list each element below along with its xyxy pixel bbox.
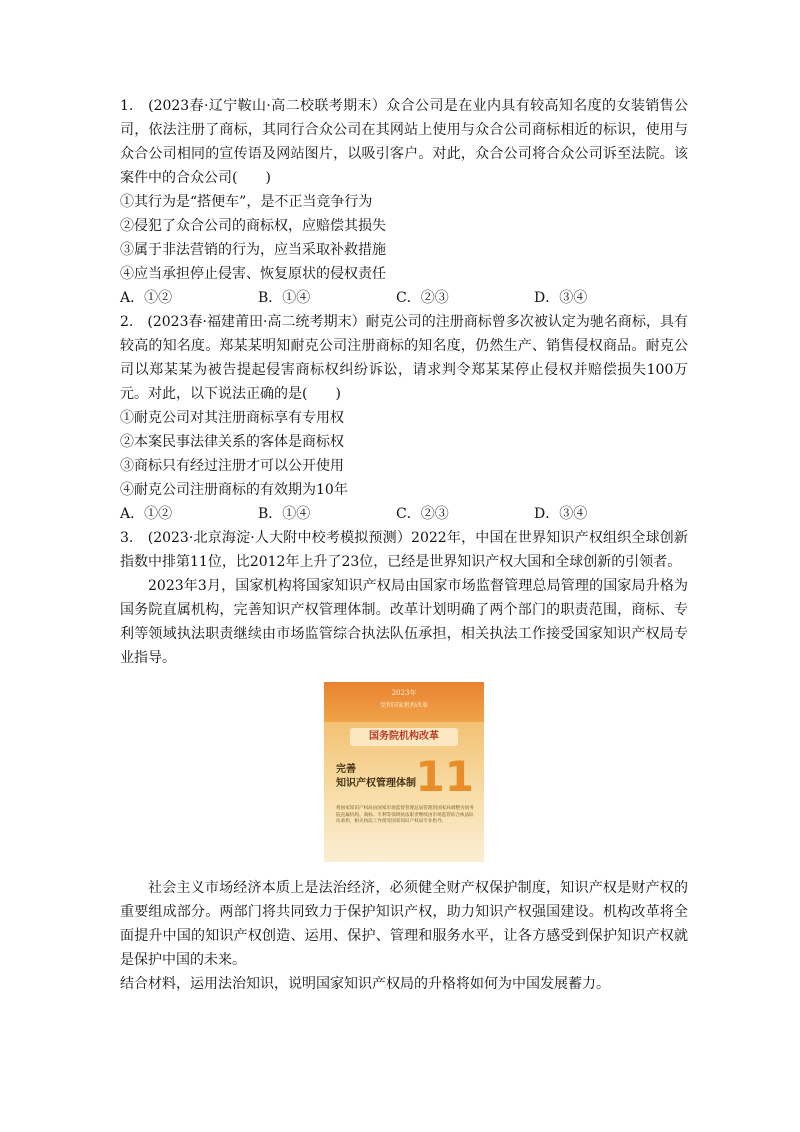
poster-title-line-2: 知识产权管理体制	[336, 778, 416, 789]
question-1-option-4: ④应当承担停止侵害、恢复原状的侵权责任	[120, 266, 386, 282]
question-2-option-2: ②本案民事法律关系的客体是商标权	[120, 434, 344, 450]
question-3-material-1: 2023年3月，国家机构将国家知识产权局由国家市场监督管理总局管理的国家局升格为国务院直属机构，完善知识产权管理体制。改革计划明确了两个部门的职责范围，商标、专利等领域执法职责继续由市场监管综合执法队伍承担，相关执法工作接受国家知识产权局专业指导。	[120, 578, 688, 666]
poster-banner: 国务院机构改革	[350, 728, 458, 746]
question-2-stem: 2. (2023春·福建莆田·高二统考期末）耐克公司的注册商标曾多次被认定为驰名商标，具有较高的知名度。郑某某明知耐克公司注册商标的知名度，仍然生产、销售侵权商品。耐克公司以郑某某为被告提起侵害商标权纠纷诉讼，请求判令郑某某停止侵权并赔偿损失100万元。对此，以下说法正确的是( )	[120, 314, 688, 402]
poster-subtitle: 党和国家机构改革	[379, 702, 428, 709]
question-1-option-1: ①其行为是“搭便车”，是不正当竞争行为	[120, 194, 373, 210]
document-content	[120, 94, 688, 996]
question-3-prompt: 结合材料，运用法治知识，说明国家知识产权局的升格将如何为中国发展蓄力。	[120, 976, 610, 992]
question-3-stem: 3. (2023·北京海淀·人大附中校考模拟预测）2022年，中国在世界知识产权组织全球创新指数中排第11位，比2012年上升了23位，已经是世界知识产权大国和全球创新的引领者。	[120, 530, 688, 570]
question-2-option-1: ①耐克公司对其注册商标享有专用权	[120, 410, 344, 426]
question-2-choice-d: D．③④	[534, 506, 588, 522]
question-2-choices	[120, 502, 688, 526]
poster-year: 2023年	[391, 689, 417, 697]
question-1-choices	[120, 286, 688, 310]
question-2-option-3: ③商标只有经过注册才可以公开使用	[120, 458, 344, 474]
question-1-stem: 1. (2023春·辽宁鞍山·高二校联考期末）众合公司是在业内具有较高知名度的女装销售公司，依法注册了商标，其同行合众公司在其网站上使用与众合公司商标相近的标识，使用与众合公司相同的宣传语及网站图片，以吸引客户。对此，众合公司将合众公司诉至法院。该案件中的合众公司( )	[120, 98, 688, 186]
question-1-option-3: ③属于非法营销的行为，应当采取补救措施	[120, 242, 386, 258]
question-2-choice-b: B．①④	[258, 506, 311, 522]
question-3-material-2: 社会主义市场经济本质上是法治经济，必须健全财产权保护制度，知识产权是财产权的重要组成部分。两部门将共同致力于保护知识产权，助力知识产权强国建设。机构改革将全面提升中国的知识产权创造、运用、保护、管理和服务水平，让各方感受到保护知识产权就是保护中国的未来。	[120, 880, 688, 968]
question-2-option-4: ④耐克公司注册商标的有效期为10年	[120, 482, 348, 498]
poster-figure	[120, 682, 688, 862]
question-1-choice-d: D．③④	[534, 290, 588, 306]
question-1-choice-b: B．①④	[258, 290, 311, 306]
reform-poster-image	[324, 682, 484, 862]
question-2-choice-a: A．①②	[120, 506, 173, 522]
question-1-choice-c: C．②③	[396, 290, 449, 306]
poster-number: 11	[415, 752, 474, 801]
question-1-option-2: ②侵犯了众合公司的商标权，应赔偿其损失	[120, 218, 386, 234]
question-2-choice-c: C．②③	[396, 506, 449, 522]
question-1-choice-a: A．①②	[120, 290, 173, 306]
poster-title-line-1: 完善	[336, 764, 356, 775]
poster-body-text: 将国家知识产权局由国家市场监督管理总局管理的国家局调整为国务院直属机构。商标、专利等领域执法职责继续由市场监管综合执法队伍承担，相关执法工作接受国家知识产权局专业指导。	[336, 806, 474, 825]
